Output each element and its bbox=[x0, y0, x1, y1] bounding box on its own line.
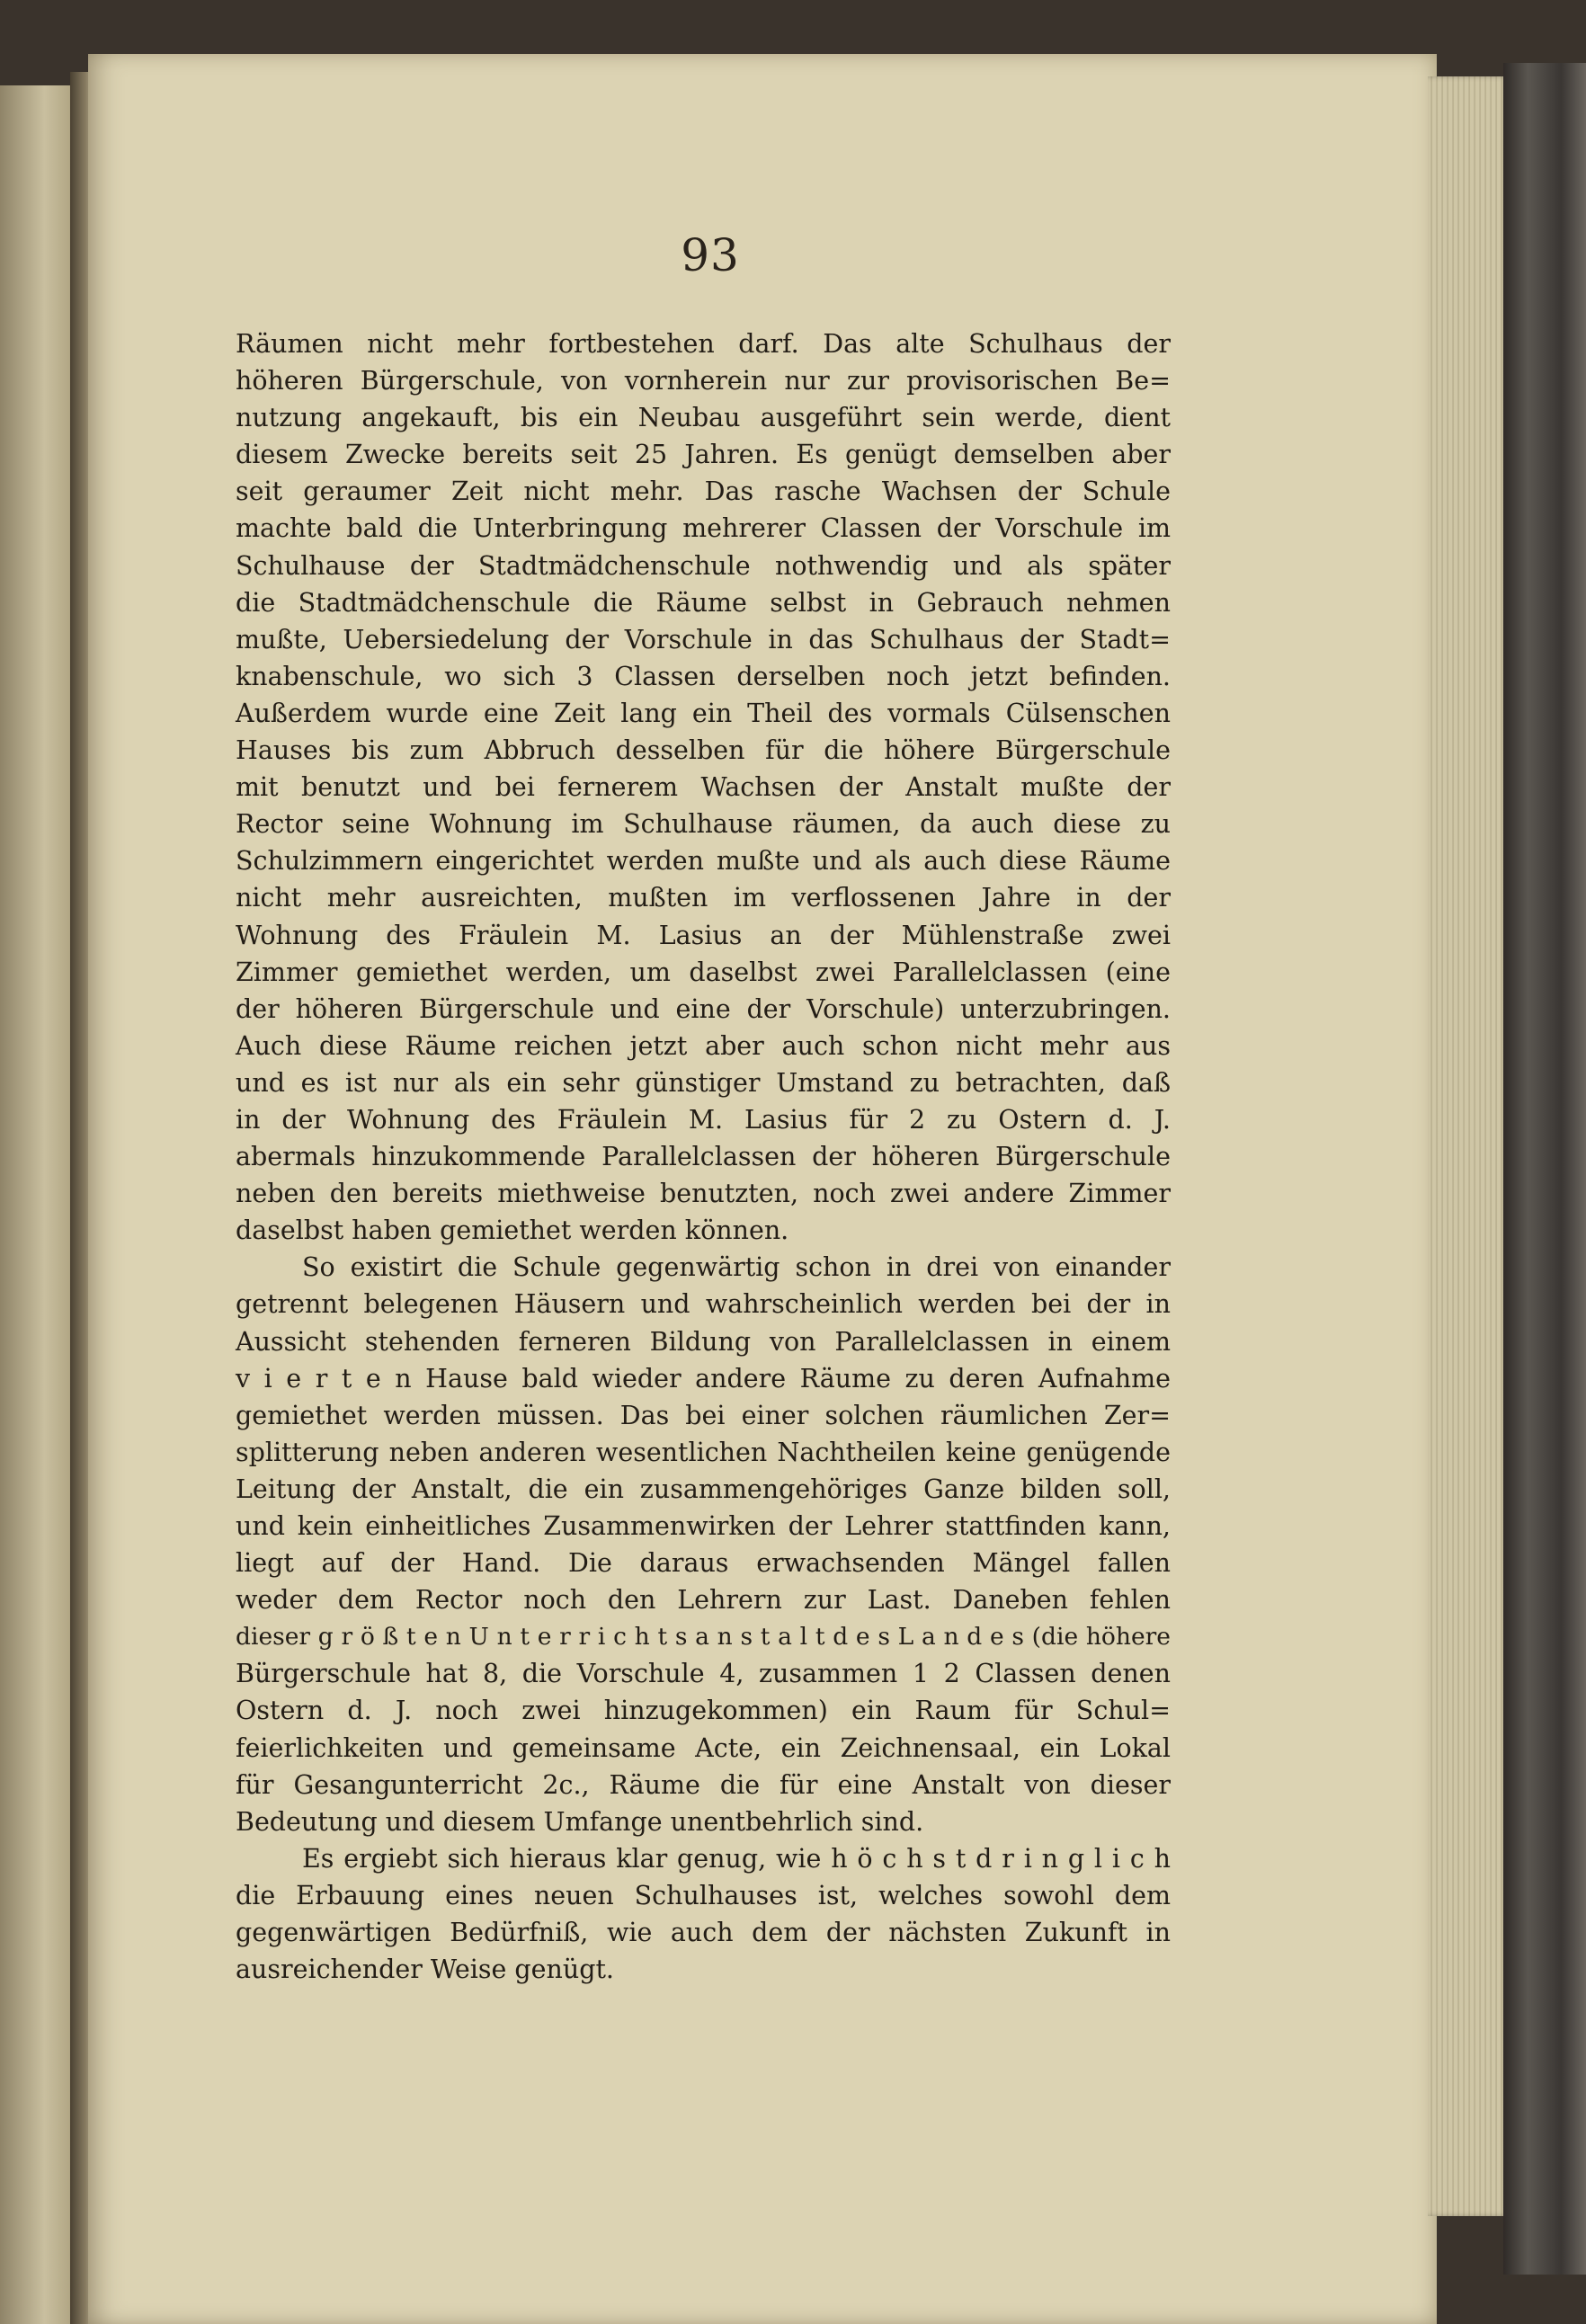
text-line: splitterung neben anderen wesentlichen Nachtheilen keine genügende bbox=[236, 1437, 1171, 1467]
paragraph-first-line: So existirt die Schule gegenwärtig schon in drei von einander bbox=[302, 1252, 1171, 1283]
text-line: mußte, Uebersiedelung der Vorschule in das Schulhaus der Stadt= bbox=[236, 624, 1171, 654]
text-line: nicht mehr ausreichten, mußten im verflossenen Jahre in der bbox=[236, 883, 1171, 913]
text-line: Schulzimmern eingerichtet werden mußte und als auch diese Räume bbox=[236, 846, 1171, 877]
text-line: Rector seine Wohnung im Schulhause räumen, da auch diese zu bbox=[236, 809, 1171, 840]
text-line: Bedeutung und diesem Umfange unentbehrlich sind. bbox=[236, 1806, 924, 1837]
text-line: Leitung der Anstalt, die ein zusammengehöriges Ganze bilden soll, bbox=[236, 1474, 1171, 1504]
text-line: knabenschule, wo sich 3 Classen derselben noch jetzt befinden. bbox=[236, 661, 1171, 691]
page-number: 93 bbox=[681, 229, 740, 281]
text-line: der höheren Bürgerschule und eine der Vorschule) unterzubringen. bbox=[236, 993, 1171, 1024]
text-line: Aussicht stehenden ferneren Bildung von Parallelclassen in einem bbox=[236, 1326, 1171, 1357]
text-line: mit benutzt und bei fernerem Wachsen der Anstalt mußte der bbox=[236, 772, 1171, 803]
text-line: Bürgerschule hat 8, die Vorschule 4, zusammen 1 2 Classen denen bbox=[236, 1659, 1171, 1689]
text-line: Auch diese Räume reichen jetzt aber auch schon nicht mehr aus bbox=[236, 1030, 1171, 1061]
text-line: Räumen nicht mehr fortbestehen darf. Das alte Schulhaus der bbox=[236, 329, 1171, 359]
text-line: machte bald die Unterbringung mehrerer Classen der Vorschule im bbox=[236, 513, 1171, 544]
text-line: dieser g r ö ß t e n U n t e r r i c h t s a n s t a l t d e s L a n d e s (die höhere bbox=[236, 1623, 1171, 1652]
text-line: Hauses bis zum Abbruch desselben für die höhere Bürgerschule bbox=[236, 735, 1171, 766]
text-line: diesem Zwecke bereits seit 25 Jahren. Es genügt demselben aber bbox=[236, 440, 1171, 470]
text-line: Außerdem wurde eine Zeit lang ein Theil des vormals Cülsenschen bbox=[236, 698, 1171, 728]
text-line: Zimmer gemiethet werden, um daselbst zwei Parallelclassen (eine bbox=[236, 957, 1171, 987]
text-line: die Erbauung eines neuen Schulhauses ist, welches sowohl dem bbox=[236, 1880, 1171, 1910]
text-line: gemiethet werden müssen. Das bei einer solchen räumlichen Zer= bbox=[236, 1400, 1171, 1430]
text-line: daselbst haben gemiethet werden können. bbox=[236, 1215, 789, 1246]
text-line: getrennt belegenen Häusern und wahrscheinlich werden bei der in bbox=[236, 1289, 1171, 1320]
text-line: und kein einheitliches Zusammenwirken der Lehrer stattfinden kann, bbox=[236, 1511, 1171, 1541]
text-line: nutzung angekauft, bis ein Neubau ausgeführt sein werde, dient bbox=[236, 403, 1171, 433]
text-line: feierlichkeiten und gemeinsame Acte, ein Zeichnensaal, ein Lokal bbox=[236, 1732, 1171, 1763]
text-line: seit geraumer Zeit nicht mehr. Das rasche Wachsen der Schule bbox=[236, 476, 1171, 507]
paragraph-first-line: Es ergiebt sich hieraus klar genug, wie h ö c h s t d r i n g l i c h bbox=[302, 1843, 1171, 1874]
text-line: Ostern d. J. noch zwei hinzugekommen) ein Raum für Schul= bbox=[236, 1696, 1171, 1726]
page-edges bbox=[1428, 76, 1509, 2216]
previous-page-edge bbox=[0, 85, 81, 2324]
text-line: die Stadtmädchenschule die Räume selbst in Gebrauch nehmen bbox=[236, 587, 1171, 618]
text-line: Wohnung des Fräulein M. Lasius an der Mühlenstraße zwei bbox=[236, 920, 1171, 950]
text-line: gegenwärtigen Bedürfniß, wie auch dem der nächsten Zukunft in bbox=[236, 1918, 1171, 1948]
text-line: in der Wohnung des Fräulein M. Lasius für 2 zu Ostern d. J. bbox=[236, 1104, 1171, 1135]
text-line: für Gesangunterricht 2c., Räume die für eine Anstalt von dieser bbox=[236, 1769, 1171, 1800]
text-line: Schulhause der Stadtmädchenschule nothwendig und als später bbox=[236, 550, 1171, 581]
text-line: v i e r t e n Hause bald wieder andere Räume zu deren Aufnahme bbox=[236, 1363, 1171, 1394]
text-line: ausreichender Weise genügt. bbox=[236, 1954, 614, 1985]
text-line: liegt auf der Hand. Die daraus erwachsenden Mängel fallen bbox=[236, 1548, 1171, 1579]
text-line: abermals hinzukommende Parallelclassen der höheren Bürgerschule bbox=[236, 1142, 1171, 1172]
text-line: höheren Bürgerschule, von vornherein nur zur provisorischen Be= bbox=[236, 366, 1171, 396]
body-text bbox=[236, 325, 1171, 1988]
text-line: weder dem Rector noch den Lehrern zur Last. Daneben fehlen bbox=[236, 1585, 1171, 1616]
text-line: und es ist nur als ein sehr günstiger Umstand zu betrachten, daß bbox=[236, 1067, 1171, 1098]
text-line: neben den bereits miethweise benutzten, noch zwei andere Zimmer bbox=[236, 1179, 1171, 1209]
book-cover bbox=[1503, 63, 1586, 2275]
